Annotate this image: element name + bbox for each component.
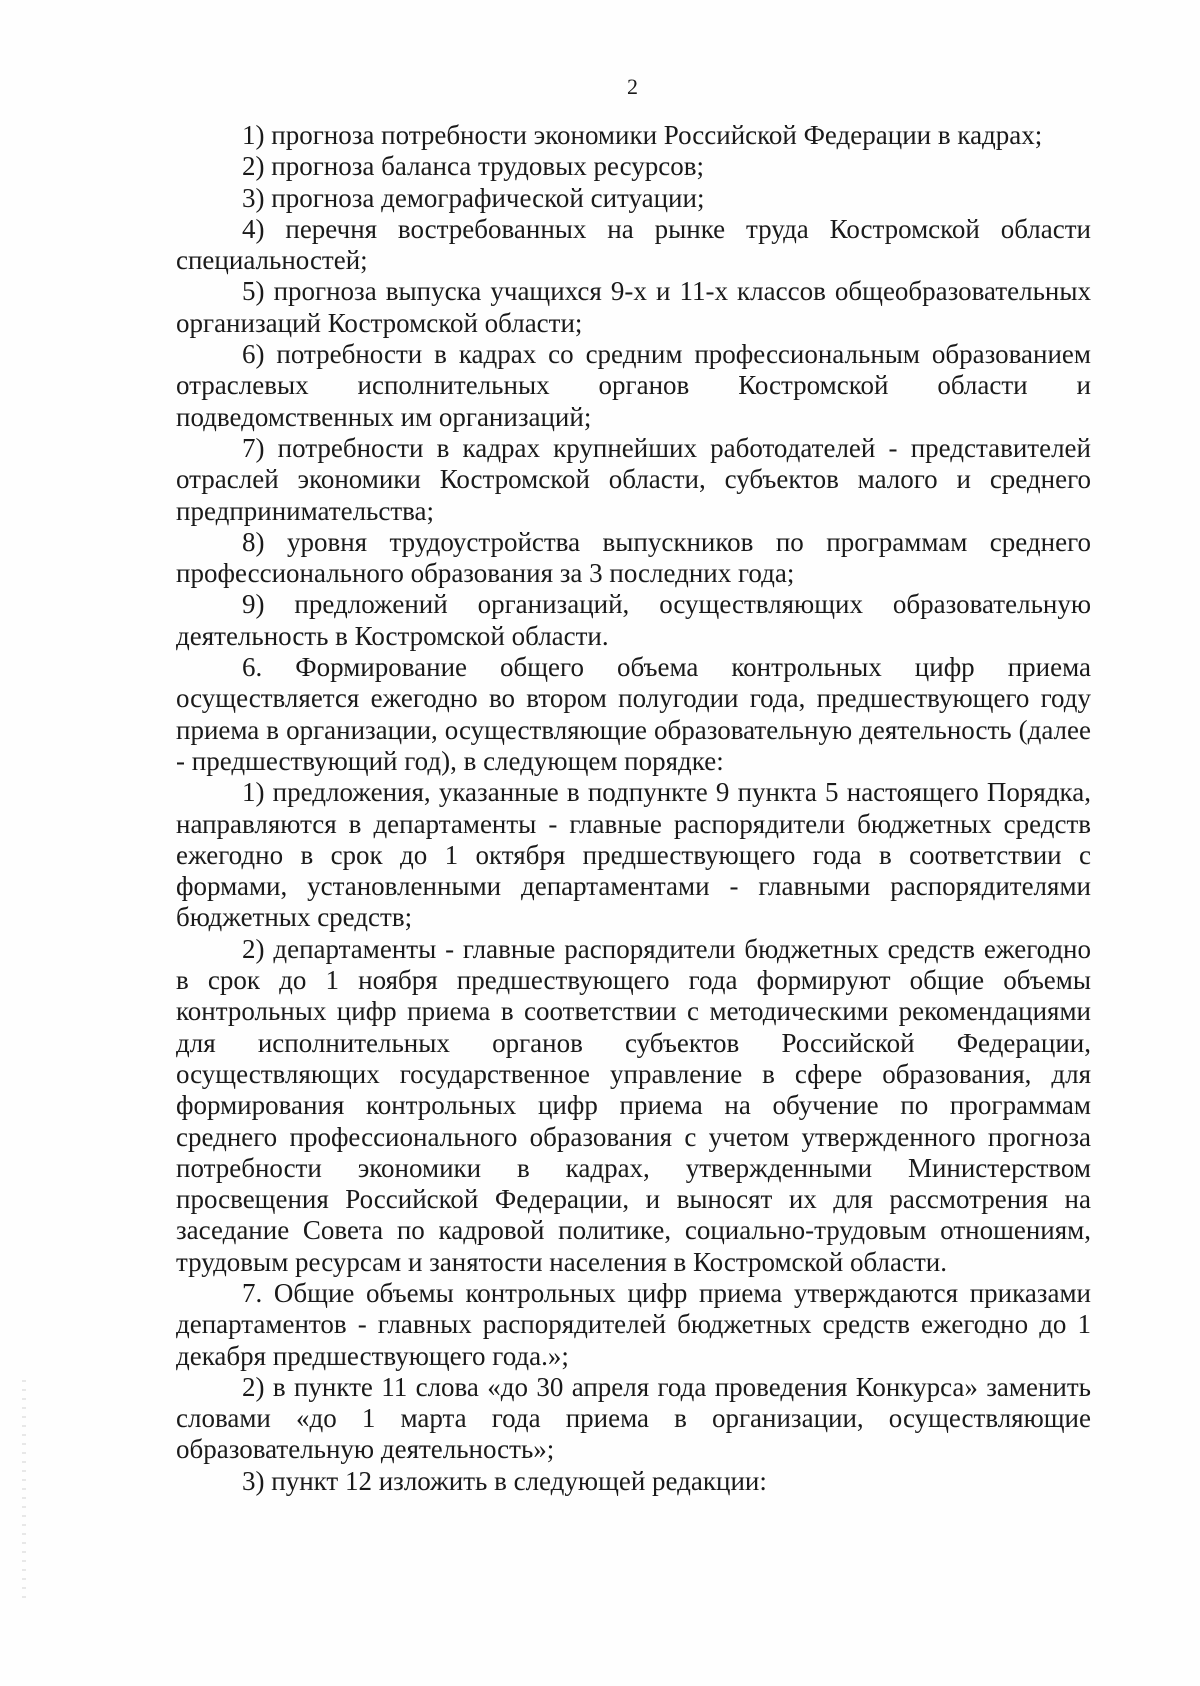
paragraph-item-1: 1) прогноза потребности экономики Российской Федерации в кадрах; [242,120,1043,150]
amendment-item-3: 3) пункт 12 изложить в следующей редакции: [242,1465,767,1496]
page-number: 2 [627,74,638,99]
paragraph-item-2: 2) прогноза баланса трудовых ресурсов; [242,151,704,182]
document-body [176,120,1091,1497]
paragraph-item-8: 8) уровня трудоустройства выпускников по программам среднего профессионального образования за 3 последних года; [176,526,1091,589]
paragraph-item-7: 7) потребности в кадрах крупнейших работодателей - представителей отраслей экономики Костромской области, субъектов малого и среднего предпринимательства; [176,432,1091,526]
scan-edge-marks [22,1380,26,1600]
section-6-subitem-2: 2) департаменты - главные распорядители бюджетных средств ежегодно в срок до 1 ноября предшествующего года формируют общие объемы контрольных цифр приема в соответствии с методическими рекомендациями для исполнительных органов субъектов Российской Федерации, осуществляющих государственное управление в сфере образования, для формирования контрольных цифр приема на обучение по программам среднего профессионального образования с учетом утвержденного прогноза потребности экономики в кадрах, утвержденными Министерством просвещения Российской Федерации, и выносят их для рассмотрения на заседание Совета по кадровой политике, социально-трудовым отношениям, трудовым ресурсам и занятости населения в Костромской области. [176,933,1091,1277]
paragraph-item-6: 6) потребности в кадрах со средним профессиональным образованием отраслевых исполнительных органов Костромской области и подведомственных им организаций; [176,339,1091,432]
paragraph-item-3: 3) прогноза демографической ситуации; [242,182,705,213]
section-6-paragraph: 6. Формирование общего объема контрольных цифр приема осуществляется ежегодно во втором полугодии года, предшествующего году приема в организации, осуществляющие образовательную деятельность (далее - предшествующий год), в следующем порядке: [176,652,1091,776]
paragraph-item-4: 4) перечня востребованных на рынке труда Костромской области специальностей; [176,213,1091,276]
amendment-item-2: 2) в пункте 11 слова «до 30 апреля года проведения Конкурса» заменить словами «до 1 марта года приема в организации, осуществляющие образовательную деятельность»; [176,1371,1091,1465]
section-7-paragraph: 7. Общие объемы контрольных цифр приема утверждаются приказами департаментов - главных распорядителей бюджетных средств ежегодно до 1 декабря предшествующего года.»; [176,1277,1091,1371]
section-6-subitem-1: 1) предложения, указанные в подпункте 9 пункта 5 настоящего Порядка, направляются в департаменты - главные распорядители бюджетных средств ежегодно в срок до 1 октября предшествующего года в соответствии с формами, установленными департаментами - главными распорядителями бюджетных средств; [176,777,1091,933]
paragraph-item-9: 9) предложений организаций, осуществляющих образовательную деятельность в Костромской области. [176,589,1091,651]
paragraph-item-5: 5) прогноза выпуска учащихся 9-х и 11-х классов общеобразовательных организаций Костромской области; [176,276,1091,338]
